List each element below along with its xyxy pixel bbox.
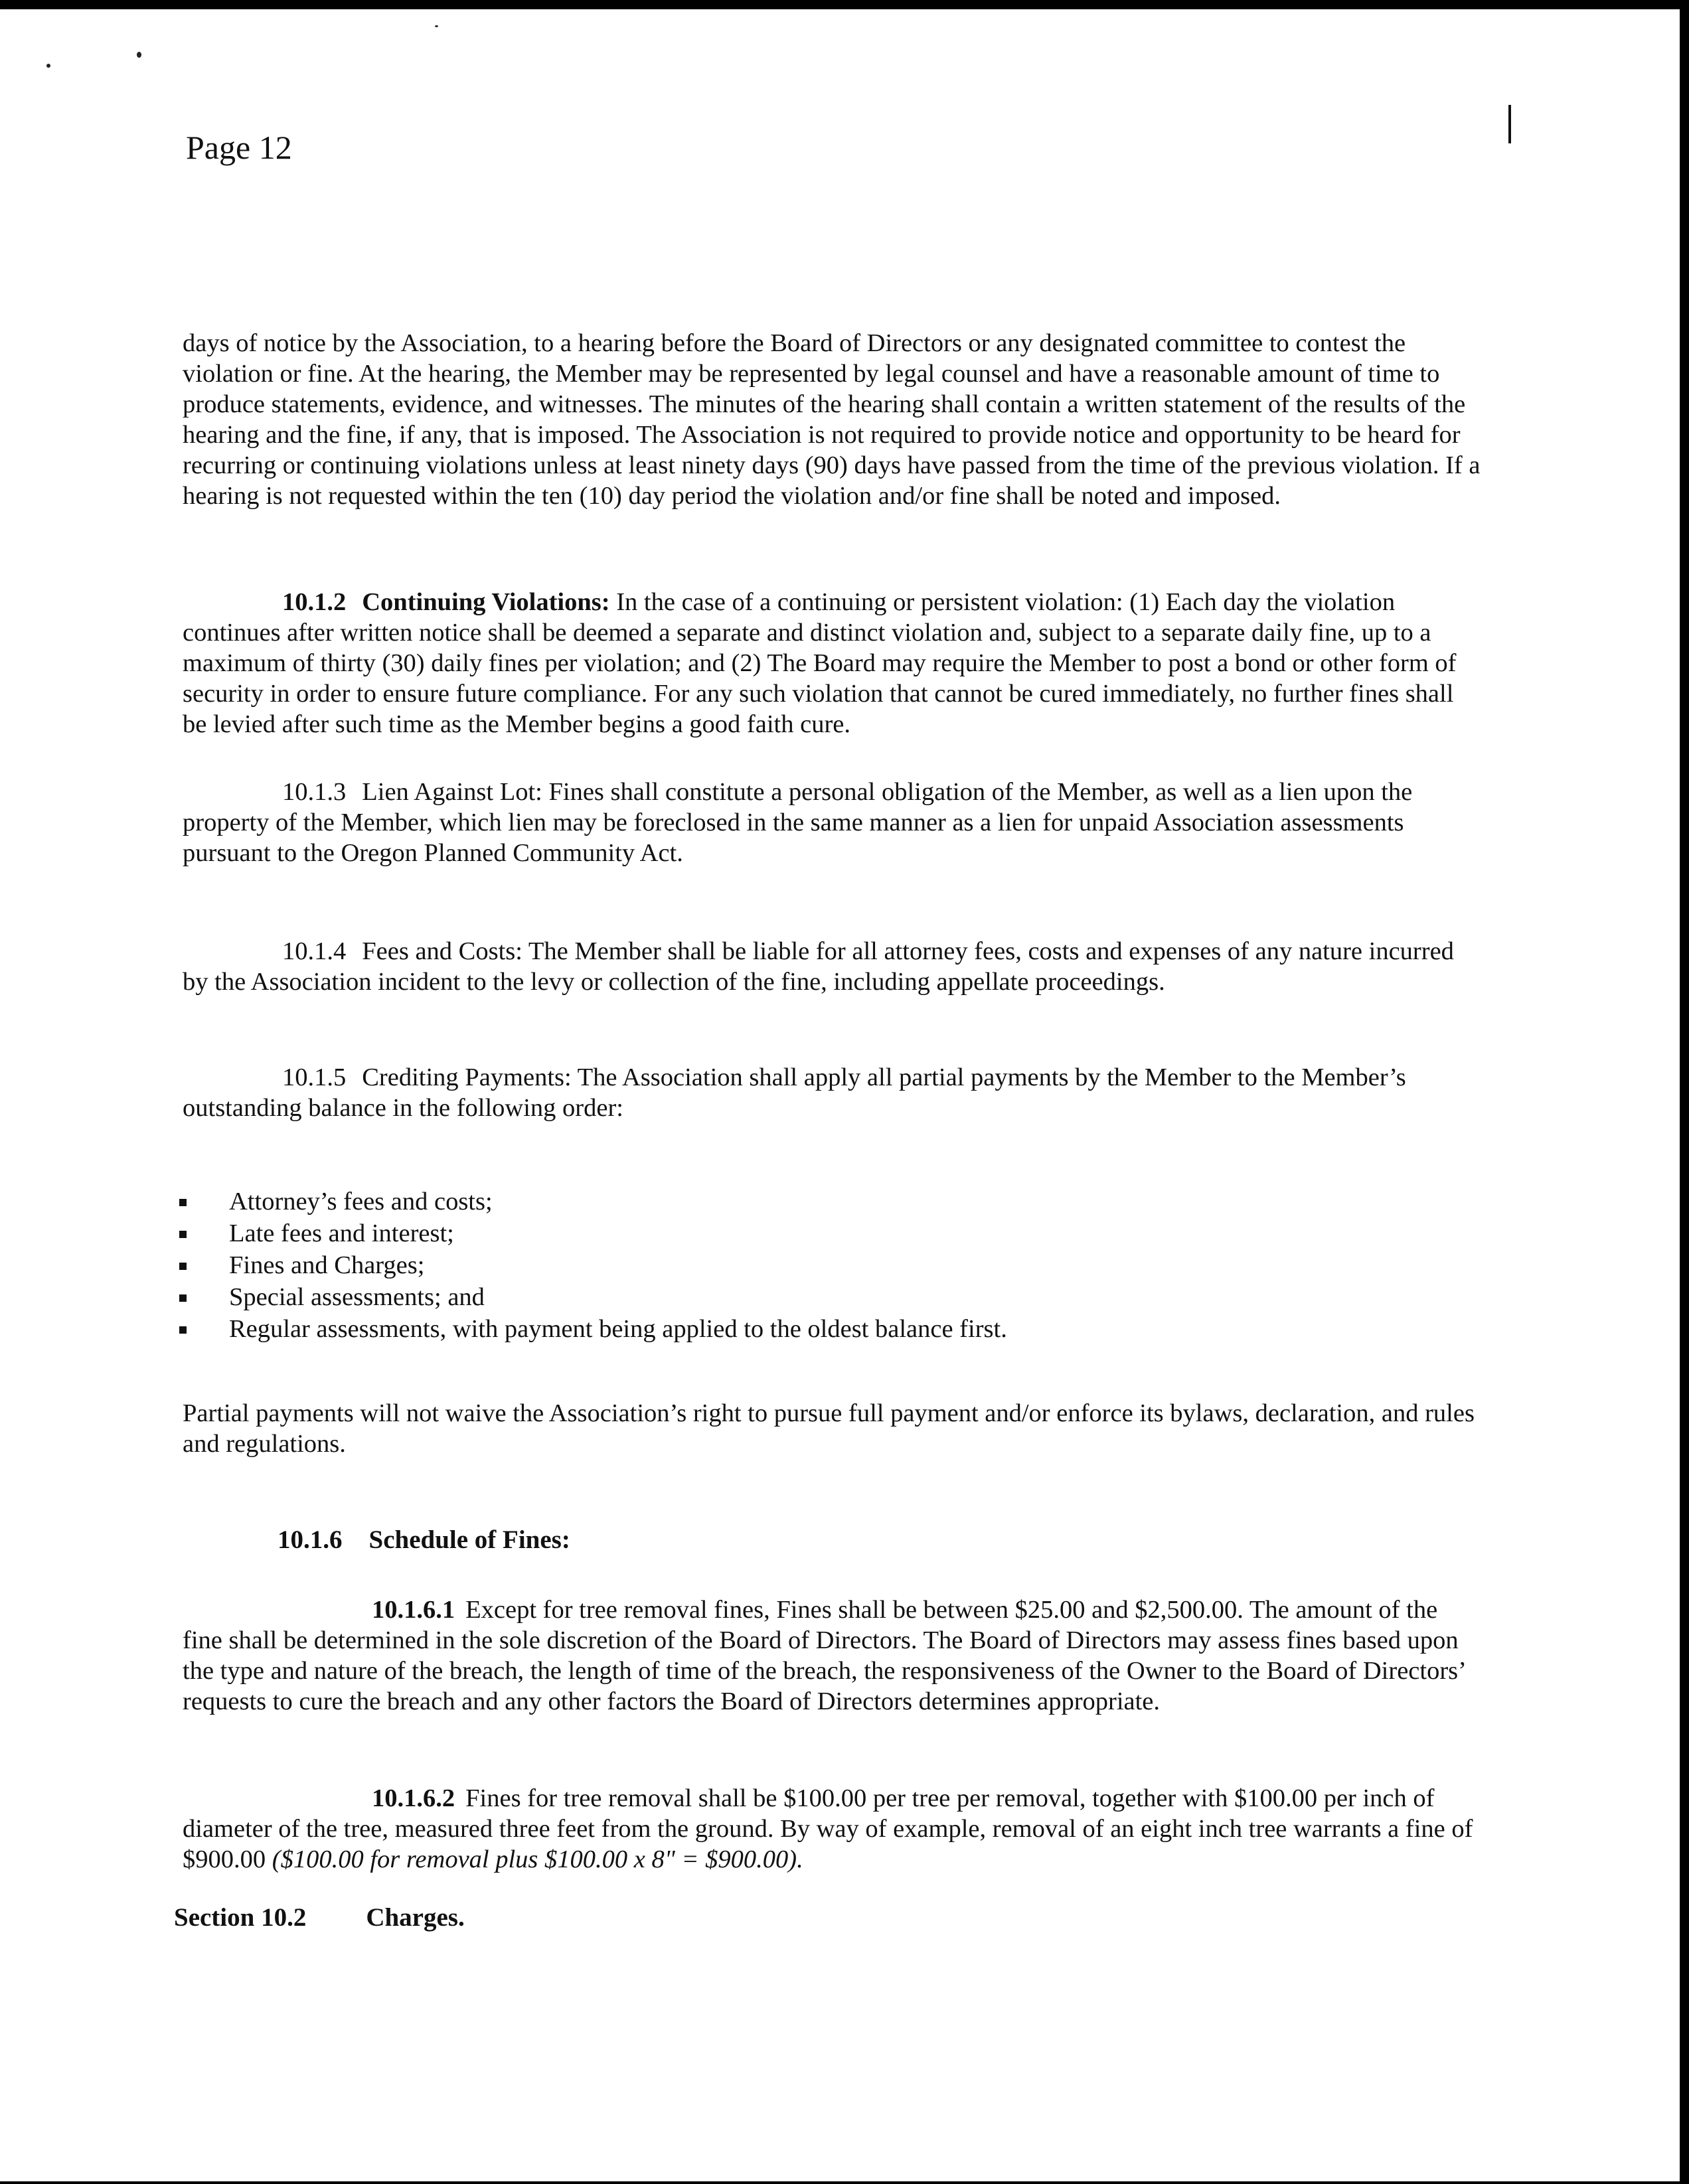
section-10-1-5-text: Crediting Payments: The Association shall apply all partial payments by the Member to the Member’s outstanding balance in the following order: xyxy=(183,1063,1406,1122)
section-10-1-6-2-number: 10.1.6.2 xyxy=(372,1784,455,1812)
section-10-1-2-number: 10.1.2 xyxy=(282,588,347,616)
section-10-1-6-2 xyxy=(183,1783,1481,1875)
list-item-text: Late fees and interest; xyxy=(229,1219,454,1247)
section-10-1-6-heading xyxy=(278,1525,570,1555)
bullet-square-icon xyxy=(179,1263,187,1270)
section-10-1-2-title: Continuing Violations: xyxy=(362,588,610,616)
scan-speck xyxy=(137,52,141,58)
section-10-1-4 xyxy=(183,936,1481,997)
list-item xyxy=(176,1313,1437,1345)
list-item-text: Special assessments; and xyxy=(229,1283,485,1311)
page-number: Page 12 xyxy=(186,129,292,166)
list-item xyxy=(176,1186,1437,1217)
list-item-text: Fines and Charges; xyxy=(229,1251,425,1279)
section-10-1-4-text: Fees and Costs: The Member shall be liable for all attorney fees, costs and expenses of any nature incurred by the Association incident to the levy or collection of the fine, including appellate proceedings. xyxy=(183,937,1454,996)
scan-speck xyxy=(435,25,438,27)
section-10-1-6-title: Schedule of Fines: xyxy=(368,1525,570,1554)
bullet-square-icon xyxy=(179,1231,187,1238)
section-10-1-3 xyxy=(183,777,1481,868)
scan-speck xyxy=(46,64,50,68)
bullet-square-icon xyxy=(179,1294,187,1302)
section-10-1-6-1-text: Except for tree removal fines, Fines shall be between $25.00 and $2,500.00. The amount of the fine shall be determined in the sole discretion of the Board of Directors. The Board of Directors may assess fines based upon the type and nature of the breach, the length of time of the breach, the responsiveness of the Owner to the Board of Directors’ requests to cure the breach and any other factors the Board of Directors determines appropriate. xyxy=(183,1596,1465,1715)
scan-border-top xyxy=(0,0,1689,9)
section-10-1-6-1 xyxy=(183,1595,1481,1717)
section-10-1-6-number: 10.1.6 xyxy=(278,1525,343,1554)
section-10-1-6-2-text: Fines for tree removal shall be $100.00 per tree per removal, together with $100.00 per inch of diameter of the tree, measured three feet from the ground. By way of example, removal of an eight inch tree warrants a fine of $900.00 xyxy=(183,1784,1473,1873)
section-10-1-5 xyxy=(183,1062,1481,1123)
section-10-1-3-number: 10.1.3 xyxy=(282,778,347,806)
section-10-2-heading xyxy=(174,1903,465,1933)
section-10-2-title: Charges. xyxy=(366,1903,465,1932)
section-10-1-5-number: 10.1.5 xyxy=(282,1063,347,1091)
paragraph-partial-payments-text: Partial payments will not waive the Association’s right to pursue full payment and/or enforce its bylaws, declaration, and rules and regulations. xyxy=(183,1399,1475,1458)
section-10-1-6-1-number: 10.1.6.1 xyxy=(372,1596,455,1624)
payment-order-list xyxy=(176,1186,1437,1345)
bullet-square-icon xyxy=(179,1199,187,1206)
list-item xyxy=(176,1249,1437,1281)
bullet-square-icon xyxy=(179,1326,187,1334)
paragraph-hearing-text: days of notice by the Association, to a hearing before the Board of Directors or any designated committee to contest the violation or fine. At the hearing, the Member may be represented by legal counsel and have a reasonable amount of time to produce statements, evidence, and witnesses. The minutes of the hearing shall contain a written statement of the results of the hearing and the fine, if any, that is imposed. The Association is not required to provide notice and opportunity to be heard for recurring or continuing violations unless at least ninety days (90) days have passed from the time of the previous violation. If a hearing is not requested within the ten (10) day period the violation and/or fine shall be noted and imposed. xyxy=(183,329,1481,510)
paragraph-hearing xyxy=(183,328,1481,511)
paragraph-partial-payments xyxy=(183,1398,1481,1459)
section-10-1-2-text: In the case of a continuing or persistent violation: (1) Each day the violation continues after written notice shall be deemed a separate and distinct violation and, subject to a separate daily fine, up to a maximum of thirty (30) daily fines per violation; and (2) The Board may require the Member to post a bond or other form of security in order to ensure future compliance. For any such violation that cannot be cured immediately, no further fines shall be levied after such time as the Member begins a good faith cure. xyxy=(183,588,1457,738)
list-item-text: Attorney’s fees and costs; xyxy=(229,1188,493,1215)
scan-border-bottom xyxy=(0,2181,1689,2184)
section-10-1-2 xyxy=(183,587,1481,740)
section-10-1-4-number: 10.1.4 xyxy=(282,937,347,965)
section-10-1-3-text: Lien Against Lot: Fines shall constitute a personal obligation of the Member, as well as a lien upon the property of the Member, which lien may be foreclosed in the same manner as a lien for unpaid Association assessments pursuant to the Oregon Planned Community Act. xyxy=(183,778,1413,867)
list-item xyxy=(176,1217,1437,1249)
list-item xyxy=(176,1281,1437,1313)
scan-border-right xyxy=(1680,0,1689,2184)
section-10-2-number: Section 10.2 xyxy=(174,1903,307,1932)
section-10-1-6-2-example: ($100.00 for removal plus $100.00 x 8" = $900.00). xyxy=(272,1845,803,1873)
margin-change-bar xyxy=(1508,105,1511,143)
list-item-text: Regular assessments, with payment being applied to the oldest balance first. xyxy=(229,1315,1007,1343)
